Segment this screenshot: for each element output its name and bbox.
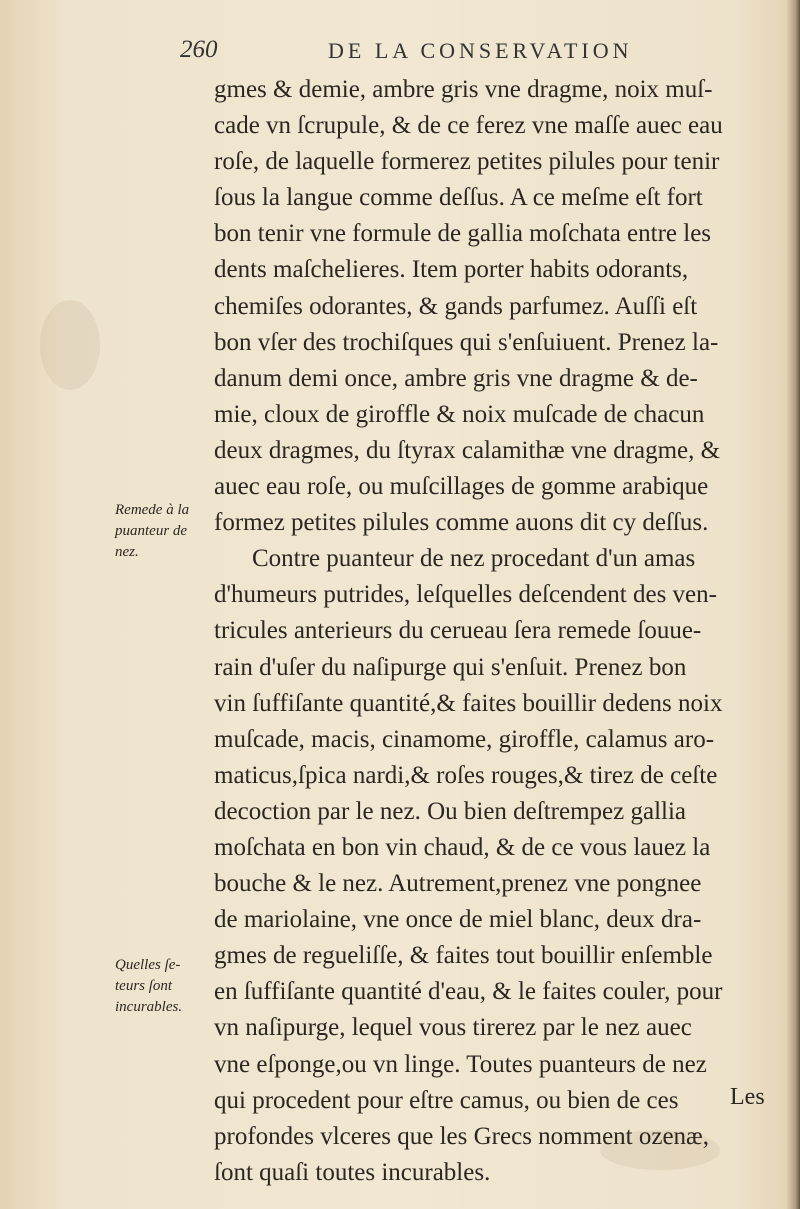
text-line: muſcade, macis, cinamome, giroffle, calamus aro- — [214, 725, 715, 753]
text-line: de mariolaine, vne once de miel blanc, deux dra- — [214, 906, 702, 934]
text-line: cade vn ſcrupule, & de ce ferez vne maſſe auec eau — [214, 112, 723, 140]
margin-note-line: Quelles ſe- — [115, 957, 181, 973]
running-head: DE LA CONSERVATION — [328, 38, 633, 63]
text-line: bon tenir vne formule de gallia moſchata entre les — [214, 220, 712, 248]
page-number: 260 — [180, 36, 218, 63]
text-line: d'humeurs putrides, leſquelles deſcendent des ven- — [214, 581, 717, 609]
margin-note-line: nez. — [115, 544, 139, 560]
margin-note — [115, 500, 211, 563]
text-line: dents maſchelieres. Item porter habits odorants, — [214, 256, 689, 284]
margin-note-line: teurs ſont — [115, 978, 173, 994]
text-line: profondes vlceres que les Grecs nomment ozenæ, — [214, 1122, 709, 1150]
margin-note — [115, 955, 211, 1018]
text-line: formez petites pilules comme auons dit cy deſſus. — [214, 509, 709, 537]
body-text — [214, 72, 774, 1191]
text-line: Contre puanteur de nez procedant d'un amas — [252, 545, 696, 573]
text-line: chemiſes odorantes, & gands parfumez. Auſſi eſt — [214, 292, 698, 320]
text-line: ſont quaſi toutes incurables. — [214, 1158, 491, 1186]
text-line: vn naſipurge, lequel vous tirerez par le nez auec — [214, 1014, 692, 1042]
text-line: moſchata en bon vin chaud, & de ce vous lauez la — [214, 833, 711, 861]
margin-note-line: incurables. — [115, 999, 183, 1015]
text-line: tricules anterieurs du cerueau ſera remede ſouue- — [214, 617, 702, 645]
catchword: Les — [730, 1084, 765, 1110]
text-line: ſous la langue comme deſſus. A ce meſme eſt fort — [214, 184, 703, 212]
text-line: gmes & demie, ambre gris vne dragme, noix muſ- — [214, 76, 713, 103]
margin-note-line: puanteur de — [115, 523, 188, 539]
text-line: rain d'uſer du naſipurge qui s'enſuit. Prenez bon — [214, 653, 687, 681]
text-line: auec eau roſe, ou muſcillages de gomme arabique — [214, 473, 709, 501]
text-line: bouche & le nez. Autrement,prenez vne pongnee — [214, 870, 702, 898]
text-line: mie, cloux de giroffle & noix muſcade de chacun — [214, 400, 705, 428]
text-line: roſe, de laquelle formerez petites pilules pour tenir — [214, 148, 720, 176]
text-line: danum demi once, ambre gris vne dragme & de- — [214, 364, 698, 392]
text-line: deux dragmes, du ſtyrax calamithæ vne dragme, & — [214, 436, 721, 464]
text-line: vin ſuffiſante quantité,& faites bouillir dedens noix — [214, 689, 723, 717]
paper-stain — [40, 300, 100, 390]
text-line: maticus,ſpica nardi,& roſes rouges,& tirez de ceſte — [214, 761, 718, 789]
margin-note-line: Remede à la — [115, 502, 190, 518]
text-line: qui procedent pour eſtre camus, ou bien de ces — [214, 1086, 679, 1114]
text-line: bon vſer des trochiſques qui s'enſuiuent. Prenez la- — [214, 328, 719, 356]
text-line: en ſuffiſante quantité d'eau, & le faites couler, pour — [214, 978, 723, 1006]
page-gutter-shadow — [786, 0, 800, 1209]
text-line: vne eſponge,ou vn linge. Toutes puanteurs de nez — [214, 1050, 707, 1078]
text-line: gmes de regueliſſe, & faites tout bouillir enſemble — [214, 942, 713, 970]
text-line: decoction par le nez. Ou bien deſtrempez gallia — [214, 797, 687, 825]
page-header — [180, 36, 700, 66]
